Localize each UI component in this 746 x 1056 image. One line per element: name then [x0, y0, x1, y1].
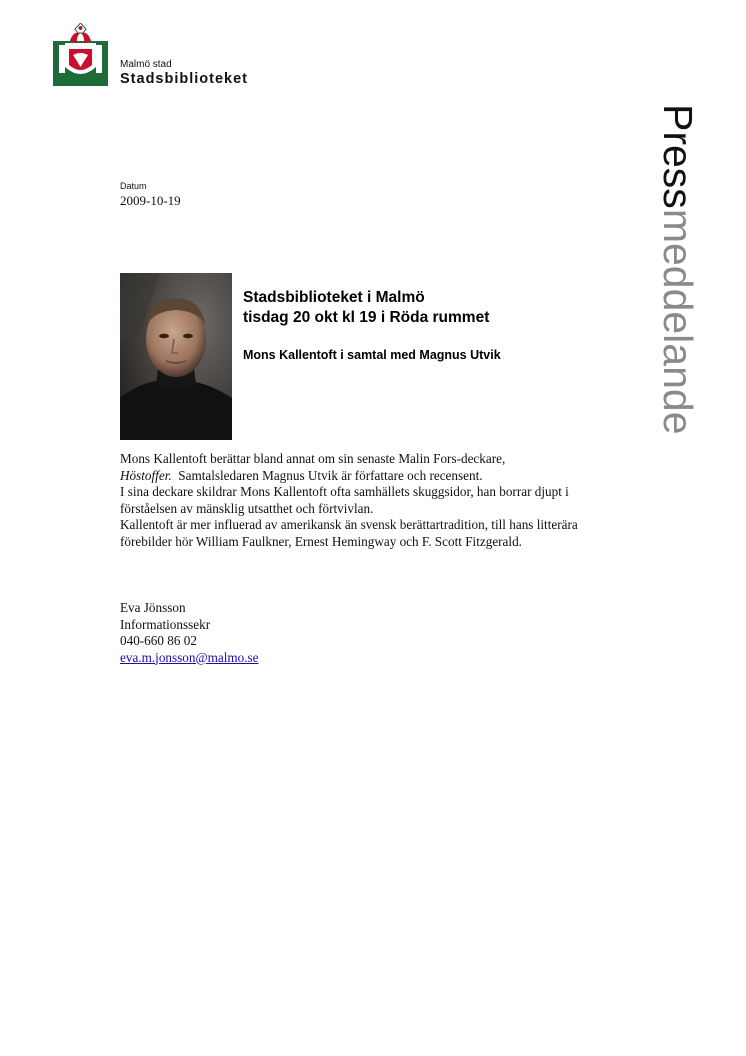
- date-label: Datum: [120, 181, 147, 191]
- contact-title: Informationssekr: [120, 616, 211, 632]
- contact-block: [120, 600, 259, 666]
- date-value: 2009-10-19: [120, 193, 181, 208]
- headline-datetime: tisdag 20 okt kl 19 i Röda rummet: [243, 309, 490, 326]
- body-paragraph-3: Kallentoft är mer influerad av amerikansk än svensk berättartradition, till hans litterära förebilder hör William Faulkner, Ernest Hemingway och F. Scott Fitzgerald.: [120, 517, 578, 549]
- body-paragraph-2: I sina deckare skildrar Mons Kallentoft ofta samhällets skuggsidor, han borrar djupt i förståelsen av mänsklig utsatthet och förtvivlan.: [120, 484, 569, 516]
- book-title: Höstoffer.: [120, 467, 172, 483]
- press-release-vertical-title: [655, 104, 701, 435]
- malmo-stad-logo: [53, 23, 108, 86]
- body-paragraph-1: [120, 451, 590, 484]
- headline-venue: Stadsbiblioteket i Malmö: [243, 289, 425, 306]
- contact-phone: 040-660 86 02: [120, 633, 197, 648]
- body-line-1: Mons Kallentoft berättar bland annat om sin senaste Malin Fors-deckare,: [120, 451, 506, 466]
- body-line-2: Samtalsledaren Magnus Utvik är författare och recensent.: [171, 467, 483, 483]
- body-text: [120, 451, 590, 550]
- vertical-title-meddelande: meddelande: [655, 208, 701, 435]
- organization-name: Stadsbiblioteket: [120, 71, 248, 87]
- author-portrait-photo: [120, 273, 232, 440]
- headline-block: [243, 288, 501, 363]
- contact-name: Eva Jönsson: [120, 600, 186, 615]
- contact-email-link[interactable]: eva.m.jonsson@malmo.se: [120, 649, 259, 665]
- headline-subtitle: Mons Kallentoft i samtal med Magnus Utvik: [243, 348, 501, 362]
- vertical-title-press: Press: [655, 104, 701, 209]
- organization-label: Malmö stad: [120, 59, 172, 70]
